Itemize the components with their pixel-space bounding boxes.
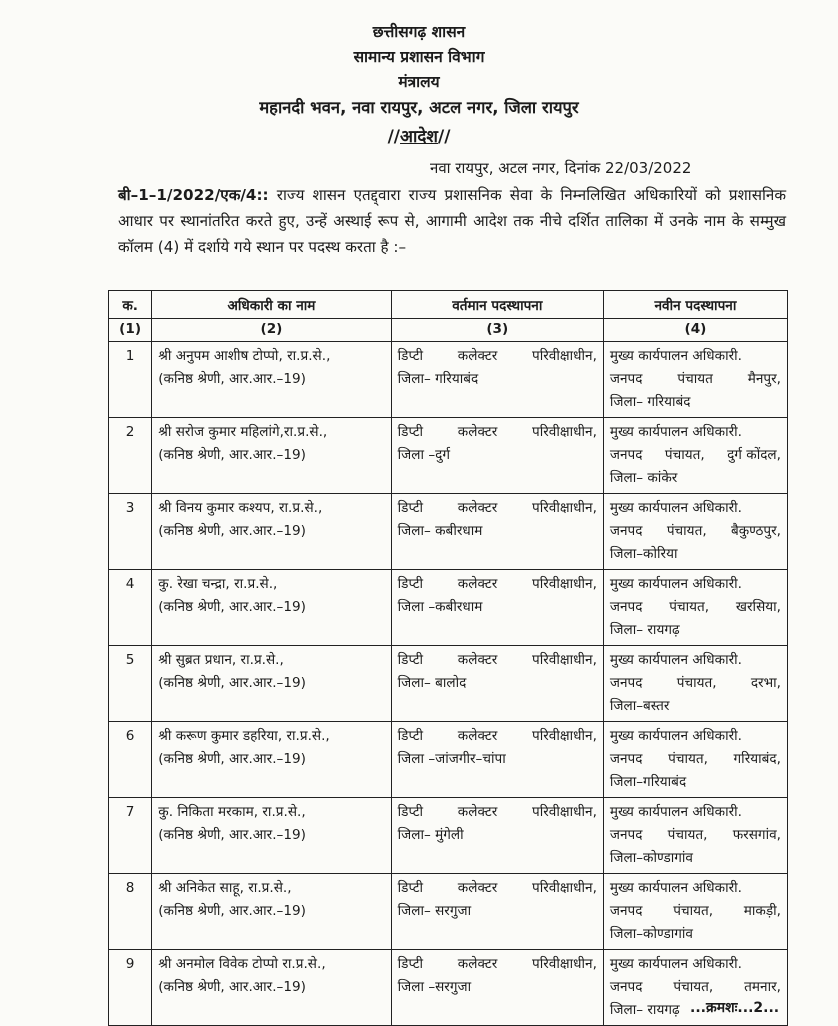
row-current-posting: [391, 418, 603, 494]
row-current-posting: [391, 950, 603, 1026]
row-new-posting: [603, 798, 787, 874]
new-posting-line2: [610, 444, 781, 467]
new-posting-line2: [610, 368, 781, 391]
current-post-word2: कलेक्टर: [457, 652, 498, 668]
row-sno-text: 2: [125, 424, 135, 440]
new-district: जिला– गरियाबंद: [609, 394, 691, 410]
new-post-title: मुख्य कार्यपालन अधिकारी.: [609, 424, 742, 440]
header-sno: क.: [109, 291, 152, 319]
current-district: जिला –दुर्ग: [397, 447, 450, 463]
continuation-note: ...क्रमशः...2...: [690, 1000, 780, 1016]
row-officer-name: [152, 342, 391, 418]
row-sno-text: 9: [125, 956, 135, 972]
current-district: जिला– गरियाबंद: [397, 371, 479, 387]
new-post-word2: पंचायत,: [669, 599, 710, 615]
new-post-title: मुख्य कार्यपालन अधिकारी.: [609, 804, 742, 820]
officer-name: कु. निकिता मरकाम, रा.प्र.से.,: [158, 804, 306, 820]
current-post-word1: डिप्टी: [397, 880, 424, 896]
row-new-posting: [603, 646, 787, 722]
new-district: जिला– रायगढ़: [609, 1002, 680, 1018]
row-sno-text: 3: [125, 500, 135, 516]
officer-name: श्री सरोज कुमार महिलांगे,रा.प्र.से.,: [158, 424, 328, 440]
new-post-word3: माकड़ी,: [743, 903, 781, 919]
current-post-word1: डिप्टी: [397, 804, 424, 820]
row-sno-text: 6: [125, 728, 135, 744]
new-post-title: मुख्य कार्यपालन अधिकारी.: [609, 348, 742, 364]
row-officer-name: [152, 950, 391, 1026]
current-district: जिला– मुंगेली: [397, 827, 464, 843]
new-post-title: मुख्य कार्यपालन अधिकारी.: [609, 576, 742, 592]
current-posting-line1: [398, 421, 597, 444]
current-posting-line1: [398, 801, 597, 824]
officer-name: श्री अनमोल विवेक टोप्पो रा.प्र.से.,: [158, 956, 326, 972]
new-post-word3: फरसगांव,: [732, 827, 781, 843]
new-district: जिला–गरियाबंद: [609, 774, 687, 790]
current-post-word1: डिप्टी: [397, 652, 424, 668]
current-post-word2: कलेक्टर: [457, 576, 498, 592]
row-sno: [109, 950, 152, 1026]
officer-grade: (कनिष्ठ श्रेणी, आर.आर.–19): [158, 675, 306, 691]
current-posting-line1: [398, 877, 597, 900]
row-officer-name: [152, 798, 391, 874]
new-post-title: मुख्य कार्यपालन अधिकारी.: [609, 500, 742, 516]
row-sno: [109, 722, 152, 798]
current-post-word3: परिवीक्षाधीन,: [532, 880, 597, 896]
new-post-word1: जनपद: [609, 675, 643, 691]
row-sno-text: 5: [125, 652, 135, 668]
new-post-word3: बैकुण्ठपुर,: [730, 523, 781, 539]
row-new-posting: [603, 494, 787, 570]
table-header-row: [109, 291, 788, 319]
officer-grade: (कनिष्ठ श्रेणी, आर.आर.–19): [158, 751, 306, 767]
new-post-word2: पंचायत,: [676, 675, 717, 691]
new-post-word3: गरियाबंद,: [733, 751, 781, 767]
current-post-word1: डिप्टी: [397, 424, 424, 440]
current-post-word3: परिवीक्षाधीन,: [532, 576, 597, 592]
current-post-word2: कलेक्टर: [457, 500, 498, 516]
officer-name: कु. रेखा चन्द्रा, रा.प्र.से.,: [158, 576, 278, 592]
row-officer-name: [152, 722, 391, 798]
new-post-title: मुख्य कार्यपालन अधिकारी.: [609, 728, 742, 744]
officer-grade: (कनिष्ठ श्रेणी, आर.आर.–19): [158, 827, 306, 843]
current-posting-line1: [398, 725, 597, 748]
new-post-word1: जनपद: [609, 751, 643, 767]
current-post-word3: परिवीक्षाधीन,: [532, 652, 597, 668]
current-post-word1: डिप्टी: [397, 576, 424, 592]
current-post-word1: डिप्टी: [397, 348, 424, 364]
new-posting-line2: [610, 824, 781, 847]
new-post-word2: पंचायत,: [666, 523, 707, 539]
officer-name: श्री अनुपम आशीष टोप्पो, रा.प्र.से.,: [158, 348, 331, 364]
order-title-suffix: //: [437, 127, 451, 147]
row-officer-name: [152, 494, 391, 570]
new-post-title: मुख्य कार्यपालन अधिकारी.: [609, 956, 742, 972]
current-posting-line1: [398, 649, 597, 672]
date-line: नवा रायपुर, अटल नगर, दिनांक 22/03/2022: [430, 159, 692, 177]
row-new-posting: [603, 874, 787, 950]
current-district: जिला –सरगुजा: [397, 979, 472, 995]
new-posting-line2: [610, 748, 781, 771]
row-sno-text: 4: [125, 576, 135, 592]
row-new-posting: [603, 342, 787, 418]
order-title-prefix: //: [387, 127, 401, 147]
new-district: जिला–कोण्डागांव: [609, 850, 693, 866]
officer-name: श्री विनय कुमार कश्यप, रा.प्र.से.,: [158, 500, 323, 516]
row-new-posting: [603, 570, 787, 646]
current-posting-line1: [398, 953, 597, 976]
row-current-posting: [391, 342, 603, 418]
new-post-word1: जनपद: [609, 523, 643, 539]
new-post-title: मुख्य कार्यपालन अधिकारी.: [609, 880, 742, 896]
new-post-word3: दरभा,: [750, 675, 781, 691]
new-post-word3: मैनपुर,: [747, 371, 781, 387]
row-sno: [109, 798, 152, 874]
colnum-1: (1): [109, 319, 152, 342]
officer-name: श्री अनिकेत साहू, रा.प्र.से.,: [158, 880, 292, 896]
new-posting-line2: [610, 672, 781, 695]
officer-grade: (कनिष्ठ श्रेणी, आर.आर.–19): [158, 599, 306, 615]
new-posting-line2: [610, 900, 781, 923]
current-post-word2: कलेक्टर: [457, 804, 498, 820]
row-officer-name: [152, 646, 391, 722]
officer-name: श्री सुब्रत प्रधान, रा.प्र.से.,: [158, 652, 284, 668]
current-post-word3: परिवीक्षाधीन,: [532, 804, 597, 820]
current-district: जिला– सरगुजा: [397, 903, 472, 919]
row-sno: [109, 646, 152, 722]
colnum-3: (3): [391, 319, 603, 342]
row-current-posting: [391, 798, 603, 874]
officer-grade: (कनिष्ठ श्रेणी, आर.आर.–19): [158, 523, 306, 539]
header-officer-name: अधिकारी का नाम: [152, 291, 391, 319]
row-sno-text: 8: [125, 880, 135, 896]
table-row: [109, 646, 788, 722]
current-posting-line1: [398, 345, 597, 368]
table-row: [109, 342, 788, 418]
current-post-word2: कलेक्टर: [457, 956, 498, 972]
new-district: जिला–बस्तर: [609, 698, 670, 714]
new-post-word2: पंचायत,: [668, 751, 708, 767]
officer-grade: (कनिष्ठ श्रेणी, आर.आर.–19): [158, 979, 306, 995]
row-sno: [109, 342, 152, 418]
row-current-posting: [391, 722, 603, 798]
row-current-posting: [391, 646, 603, 722]
row-current-posting: [391, 874, 603, 950]
row-sno-text: 7: [125, 804, 135, 820]
new-district: जिला–कोरिया: [609, 546, 678, 562]
table-row: [109, 494, 788, 570]
new-post-word2: पंचायत,: [664, 447, 705, 463]
new-post-word2: पंचायत,: [673, 903, 714, 919]
current-post-word3: परिवीक्षाधीन,: [532, 348, 597, 364]
row-new-posting: [603, 722, 787, 798]
order-title-text: आदेश: [400, 127, 438, 147]
table-row: [109, 418, 788, 494]
new-post-word2: पंचायत,: [667, 827, 708, 843]
row-sno: [109, 494, 152, 570]
new-post-word1: जनपद: [609, 447, 643, 463]
order-title: [0, 124, 838, 147]
officer-grade: (कनिष्ठ श्रेणी, आर.आर.–19): [158, 447, 306, 463]
current-post-word1: डिप्टी: [397, 728, 424, 744]
row-sno: [109, 418, 152, 494]
row-officer-name: [152, 418, 391, 494]
new-post-word1: जनपद: [609, 903, 643, 919]
new-post-word2: पंचायत,: [673, 979, 714, 995]
current-posting-line1: [398, 497, 597, 520]
colnum-2: (2): [152, 319, 391, 342]
order-paragraph: [118, 182, 786, 260]
current-post-word2: कलेक्टर: [457, 424, 498, 440]
current-post-word3: परिवीक्षाधीन,: [532, 500, 597, 516]
current-district: जिला –जांजगीर–चांपा: [397, 751, 506, 767]
new-posting-line2: [610, 596, 781, 619]
officer-grade: (कनिष्ठ श्रेणी, आर.आर.–19): [158, 371, 306, 387]
current-post-word1: डिप्टी: [397, 956, 424, 972]
new-post-word1: जनपद: [609, 827, 643, 843]
new-post-title: मुख्य कार्यपालन अधिकारी.: [609, 652, 742, 668]
row-new-posting: [603, 418, 787, 494]
header-secretariat: मंत्रालय: [398, 73, 440, 91]
new-post-word3: तमनार,: [744, 979, 781, 995]
new-post-word3: खरसिया,: [735, 599, 781, 615]
current-district: जिला –कबीरधाम: [397, 599, 483, 615]
row-sno: [109, 874, 152, 950]
row-sno-text: 1: [125, 348, 135, 364]
table-row: [109, 798, 788, 874]
officer-name: श्री करूण कुमार डहरिया, रा.प्र.से.,: [158, 728, 330, 744]
table-row: [109, 874, 788, 950]
row-current-posting: [391, 570, 603, 646]
current-post-word3: परिवीक्षाधीन,: [532, 728, 597, 744]
current-district: जिला– कबीरधाम: [397, 523, 483, 539]
officer-grade: (कनिष्ठ श्रेणी, आर.आर.–19): [158, 903, 306, 919]
new-posting-line2: [610, 976, 781, 999]
order-text: राज्य शासन एतद्द्वारा राज्य प्रशासनिक सेवा के निम्नलिखित अधिकारियों को प्रशासनिक आधार पर स्थानांतरित करते हुए, उन्हें अस्थाई रूप से, आगामी आदेश तक नीचे दर्शित तालिका में उनके नाम के सम्मुख कॉलम (4) में दर्शाये गये स्थान पर पदस्थ करता है :–: [118, 186, 787, 256]
table-row: [109, 570, 788, 646]
table-row: [109, 722, 788, 798]
current-post-word1: डिप्टी: [397, 500, 424, 516]
row-officer-name: [152, 874, 391, 950]
new-post-word1: जनपद: [609, 599, 643, 615]
new-district: जिला– रायगढ़: [609, 622, 680, 638]
order-number: बी–1–1/2022/एक/4::: [118, 186, 269, 204]
current-post-word2: कलेक्टर: [457, 348, 498, 364]
row-sno: [109, 570, 152, 646]
colnum-4: (4): [603, 319, 787, 342]
header-current-posting: वर्तमान पदस्थापना: [391, 291, 603, 319]
current-post-word2: कलेक्टर: [457, 728, 498, 744]
new-posting-line2: [610, 520, 781, 543]
new-post-word1: जनपद: [609, 371, 643, 387]
header-address: महानदी भवन, नवा रायपुर, अटल नगर, जिला रायपुर: [259, 98, 579, 117]
table-colnum-row: [109, 319, 788, 342]
new-post-word2: पंचायत: [677, 371, 713, 387]
new-district: जिला– कांकेर: [609, 470, 678, 486]
new-post-word1: जनपद: [609, 979, 643, 995]
new-district: जिला–कोण्डागांव: [609, 926, 693, 942]
new-post-word3: दुर्ग कोंदल,: [727, 447, 781, 463]
header-government: छत्तीसगढ़ शासन: [372, 23, 466, 41]
current-post-word2: कलेक्टर: [457, 880, 498, 896]
header-department: सामान्य प्रशासन विभाग: [353, 48, 485, 66]
current-district: जिला– बालोद: [397, 675, 467, 691]
row-officer-name: [152, 570, 391, 646]
transfer-table: [108, 290, 788, 1026]
table-row: [109, 950, 788, 1026]
current-post-word3: परिवीक्षाधीन,: [532, 424, 597, 440]
current-post-word3: परिवीक्षाधीन,: [532, 956, 597, 972]
current-posting-line1: [398, 573, 597, 596]
header-new-posting: नवीन पदस्थापना: [603, 291, 787, 319]
row-current-posting: [391, 494, 603, 570]
